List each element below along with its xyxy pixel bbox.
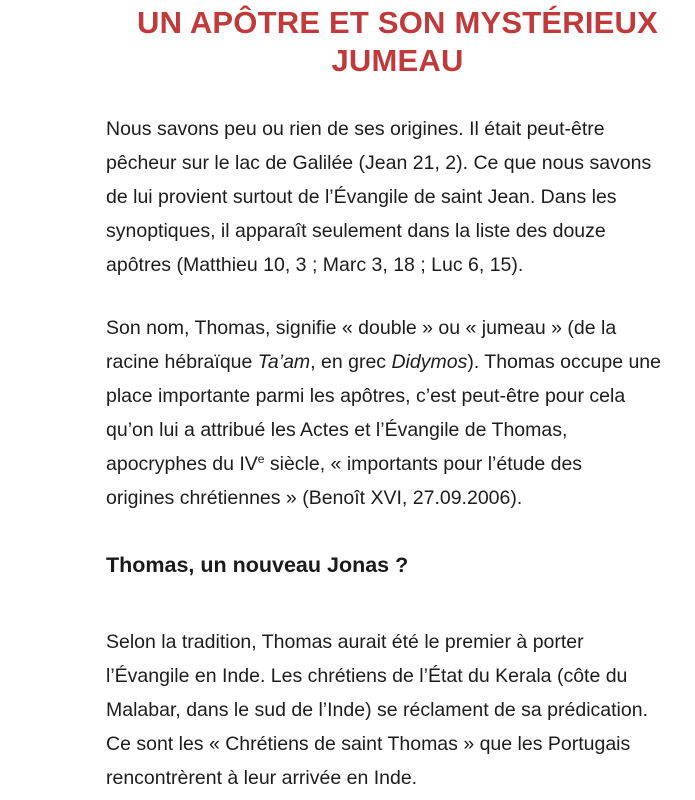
title-line: JUMEAU bbox=[331, 43, 464, 78]
paragraph-tradition bbox=[106, 625, 676, 795]
text-line: Malabar, dans le sud de l’Inde) se réclament de sa prédication. bbox=[106, 699, 648, 721]
greek-term: Didymos bbox=[391, 351, 468, 373]
text-line: synoptiques, il apparaît seulement dans la liste des douze bbox=[106, 220, 606, 242]
text-line: Ce sont les « Chrétiens de saint Thomas » que les Portugais bbox=[106, 733, 631, 755]
text-line: apôtres (Matthieu 10, 3 ; Marc 3, 18 ; Luc 6, 15). bbox=[106, 254, 524, 276]
text-line bbox=[106, 447, 676, 481]
text-line: qu’on lui a attribué les Actes et l’Évangile de Thomas, bbox=[106, 419, 568, 441]
text-line: Nous savons peu ou rien de ses origines. Il était peut-être bbox=[106, 118, 605, 140]
text-line: place importante parmi les apôtres, c’est peut-être pour cela bbox=[106, 385, 626, 407]
text-line bbox=[106, 345, 676, 379]
text-segment: ). Thomas occupe une bbox=[467, 351, 661, 373]
text-line: origines chrétiennes » (Benoît XVI, 27.09.2006). bbox=[106, 487, 523, 509]
paragraph-origins bbox=[106, 112, 676, 282]
text-segment: siècle, « importants pour l’étude des bbox=[264, 453, 583, 475]
section-heading: Thomas, un nouveau Jonas ? bbox=[106, 553, 409, 577]
text-line: rencontrèrent à leur arrivée en Inde. bbox=[106, 767, 418, 789]
text-line: Son nom, Thomas, signifie « double » ou « jumeau » (de la bbox=[106, 317, 617, 339]
text-line: l’Évangile en Inde. Les chrétiens de l’État du Kerala (côte du bbox=[106, 665, 628, 687]
paragraph-name-meaning bbox=[106, 311, 676, 515]
text-line: pêcheur sur le lac de Galilée (Jean 21, 2). Ce que nous savons bbox=[106, 152, 652, 174]
text-segment: apocryphes du IV bbox=[106, 453, 258, 475]
text-segment: racine hébraïque bbox=[106, 351, 258, 373]
text-line: Selon la tradition, Thomas aurait été le premier à porter bbox=[106, 631, 584, 653]
superscript: e bbox=[257, 452, 265, 466]
text-line: de lui provient surtout de l’Évangile de saint Jean. Dans les bbox=[106, 186, 617, 208]
text-segment: , en grec bbox=[310, 351, 392, 373]
hebrew-term: Ta’am bbox=[257, 351, 311, 373]
article-title bbox=[100, 4, 695, 80]
title-line: UN APÔTRE ET SON MYSTÉRIEUX bbox=[137, 5, 658, 40]
